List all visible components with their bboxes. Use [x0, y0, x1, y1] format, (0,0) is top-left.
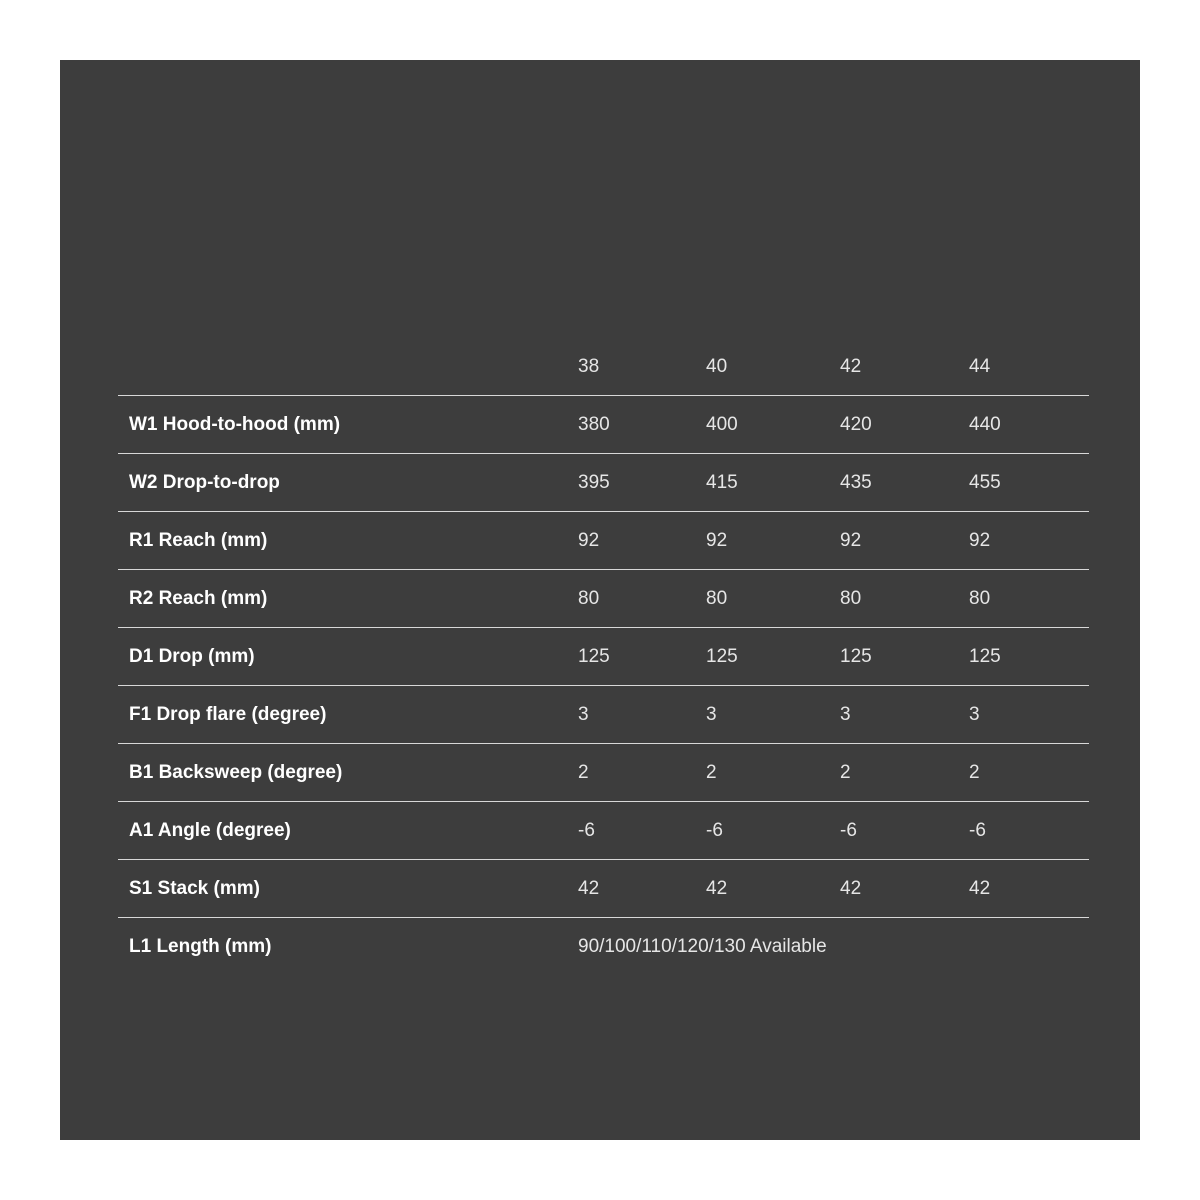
table-row	[118, 801, 1089, 859]
size-header: 38	[578, 356, 600, 377]
table-cell: 400	[706, 414, 738, 435]
table-row	[118, 569, 1089, 627]
table-row	[118, 395, 1089, 453]
row-label: W2 Drop-to-drop	[129, 472, 280, 493]
table-row	[118, 859, 1089, 917]
row-label: W1 Hood-to-hood (mm)	[129, 414, 341, 435]
row-label: S1 Stack (mm)	[129, 878, 260, 899]
table-cell: -6	[578, 820, 595, 841]
spec-panel	[60, 60, 1140, 1140]
row-label: L1 Length (mm)	[129, 936, 272, 957]
table-row	[118, 453, 1089, 511]
table-cell: 125	[578, 646, 610, 667]
table-cell: 80	[969, 588, 991, 609]
size-header: 44	[969, 356, 991, 377]
table-cell: 92	[969, 530, 991, 551]
table-cell: 2	[840, 762, 851, 783]
table-cell: 3	[969, 704, 980, 725]
row-label: R2 Reach (mm)	[129, 588, 268, 609]
table-cell: 440	[969, 414, 1001, 435]
table-cell: 420	[840, 414, 872, 435]
table-row	[118, 685, 1089, 743]
table-cell: 125	[969, 646, 1001, 667]
table-cell: 395	[578, 472, 610, 493]
row-label: R1 Reach (mm)	[129, 530, 268, 551]
table-row	[118, 511, 1089, 569]
table-cell: 435	[840, 472, 872, 493]
table-cell: 42	[969, 878, 991, 899]
table-header-row	[118, 338, 1089, 395]
table-cell: 125	[840, 646, 872, 667]
row-label: A1 Angle (degree)	[129, 820, 291, 841]
table-cell: 80	[706, 588, 728, 609]
row-label: F1 Drop flare (degree)	[129, 704, 327, 725]
table-cell: 80	[840, 588, 862, 609]
table-cell: -6	[969, 820, 986, 841]
table-cell: 42	[706, 878, 728, 899]
length-row	[118, 917, 1089, 975]
table-cell: 2	[969, 762, 980, 783]
table-row	[118, 627, 1089, 685]
size-header: 42	[840, 356, 862, 377]
table-cell: 3	[578, 704, 589, 725]
table-row	[118, 743, 1089, 801]
table-cell: 455	[969, 472, 1001, 493]
table-cell: 92	[840, 530, 862, 551]
row-label: D1 Drop (mm)	[129, 646, 255, 667]
geometry-table	[118, 338, 1089, 975]
size-header: 40	[706, 356, 728, 377]
table-cell: 2	[706, 762, 717, 783]
table-cell: 92	[706, 530, 728, 551]
table-cell: 380	[578, 414, 610, 435]
table-cell: -6	[706, 820, 723, 841]
table-cell: 3	[706, 704, 717, 725]
row-label: B1 Backsweep (degree)	[129, 762, 343, 783]
table-cell: 92	[578, 530, 600, 551]
table-cell: 42	[840, 878, 862, 899]
table-cell: 2	[578, 762, 589, 783]
table-cell: 415	[706, 472, 738, 493]
table-cell: 3	[840, 704, 851, 725]
table-cell: 80	[578, 588, 600, 609]
table-cell: 125	[706, 646, 738, 667]
table-cell: -6	[840, 820, 857, 841]
table-cell: 42	[578, 878, 600, 899]
length-availability-note: 90/100/110/120/130 Available	[578, 936, 827, 957]
